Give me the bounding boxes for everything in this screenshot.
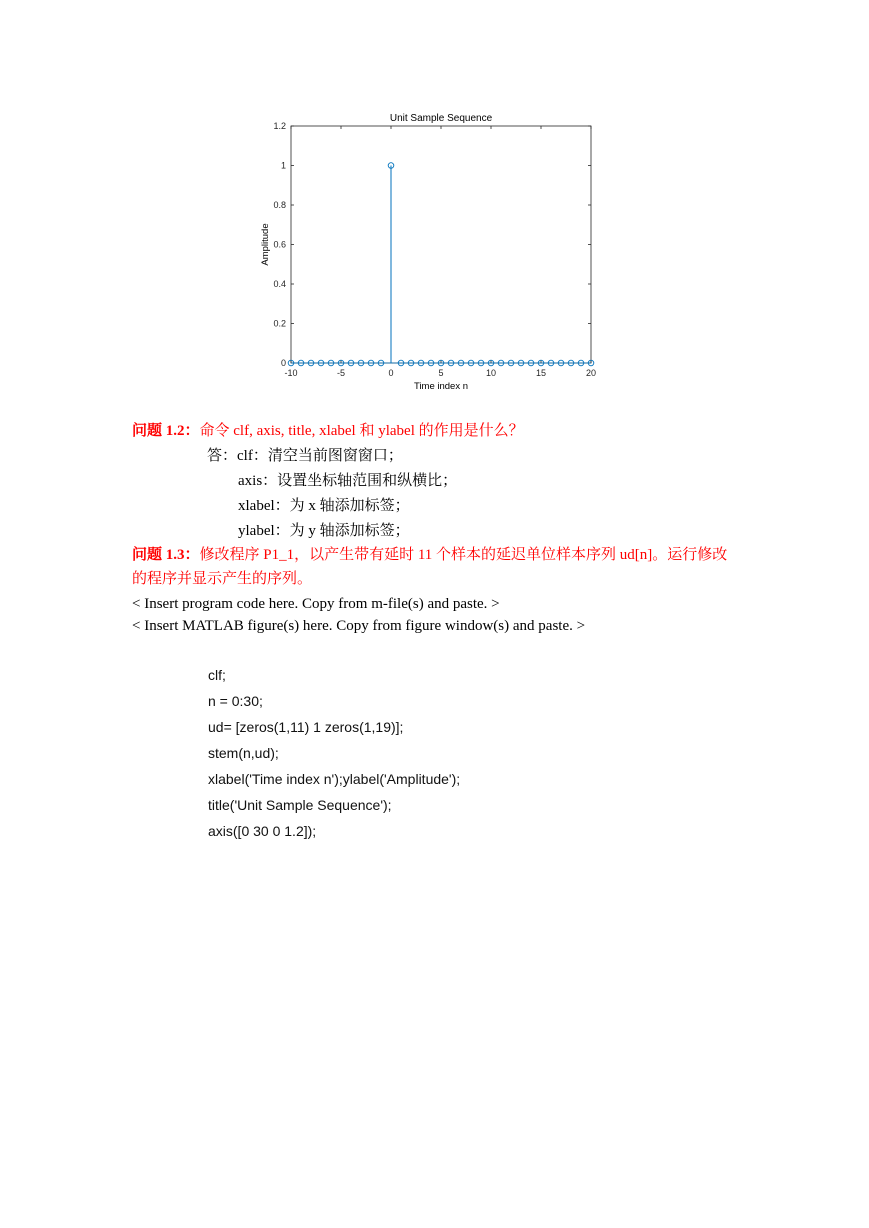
chart-title: Unit Sample Sequence: [389, 113, 493, 124]
x-tick-label: 5: [438, 368, 444, 378]
answer-xlabel: xlabel：为 x 轴添加标签；: [238, 498, 410, 514]
code-line: xlabel('Time index n');ylabel('Amplitude');: [208, 771, 461, 787]
question-1-3-label: 问题 1.3：: [132, 547, 200, 563]
y-tick-label: 1.2: [273, 121, 286, 131]
y-axis-label: Amplitude: [260, 223, 271, 266]
answer-clf: clf：清空当前图窗窗口；: [237, 448, 403, 464]
y-tick-label: 0.4: [273, 279, 286, 289]
answer-axis: axis：设置坐标轴范围和纵横比；: [238, 473, 458, 489]
code-line: title('Unit Sample Sequence');: [208, 797, 392, 813]
y-tick-label: 1: [280, 160, 286, 171]
x-tick-label: 15: [535, 368, 547, 378]
y-tick-label: 0.2: [273, 318, 286, 329]
stem-plot: [250, 108, 610, 398]
code-line: axis([0 30 0 1.2]);: [208, 823, 317, 839]
x-tick-label: -10: [284, 368, 298, 378]
code-line: stem(n,ud);: [208, 745, 279, 761]
question-1-2-text: 命令 clf, axis, title, xlabel 和 ylabel 的作用是什么？: [199, 423, 524, 439]
question-1-2: [132, 421, 524, 441]
code-line: ud= [zeros(1,11) 1 zeros(1,19)];: [208, 719, 404, 735]
question-1-3-text-2: 的程序并显示产生的序列。: [132, 571, 313, 587]
placeholder-code: < Insert program code here. Copy from m-file(s) and paste. >: [132, 596, 500, 612]
code-line: n = 0:30;: [208, 693, 263, 709]
placeholder-figure: < Insert MATLAB figure(s) here. Copy from figure window(s) and paste. >: [132, 618, 586, 634]
answer-line-1: [207, 446, 403, 466]
plot-svg: [250, 108, 610, 398]
y-tick-label: 0.6: [273, 239, 286, 250]
answer-ylabel: ylabel：为 y 轴添加标签；: [238, 523, 410, 539]
question-1-3: [132, 545, 727, 565]
plot-area: [291, 126, 591, 363]
x-tick-label: 10: [485, 368, 497, 378]
x-tick-label: 20: [585, 368, 597, 378]
y-tick-label: 0.8: [273, 200, 286, 210]
y-tick-label: 0: [280, 358, 286, 368]
code-line: clf;: [208, 667, 226, 683]
x-tick-label: -5: [336, 368, 346, 378]
x-axis-label: Time index n: [413, 381, 469, 392]
question-1-3-text-1: 修改程序 P1_1，以产生带有延时 11 个样本的延迟单位样本序列 ud[n]。运行修改: [199, 547, 728, 563]
answer-prefix: 答：: [207, 448, 238, 464]
x-tick-label: 0: [388, 368, 394, 378]
question-1-2-label: 问题 1.2：: [132, 423, 200, 439]
